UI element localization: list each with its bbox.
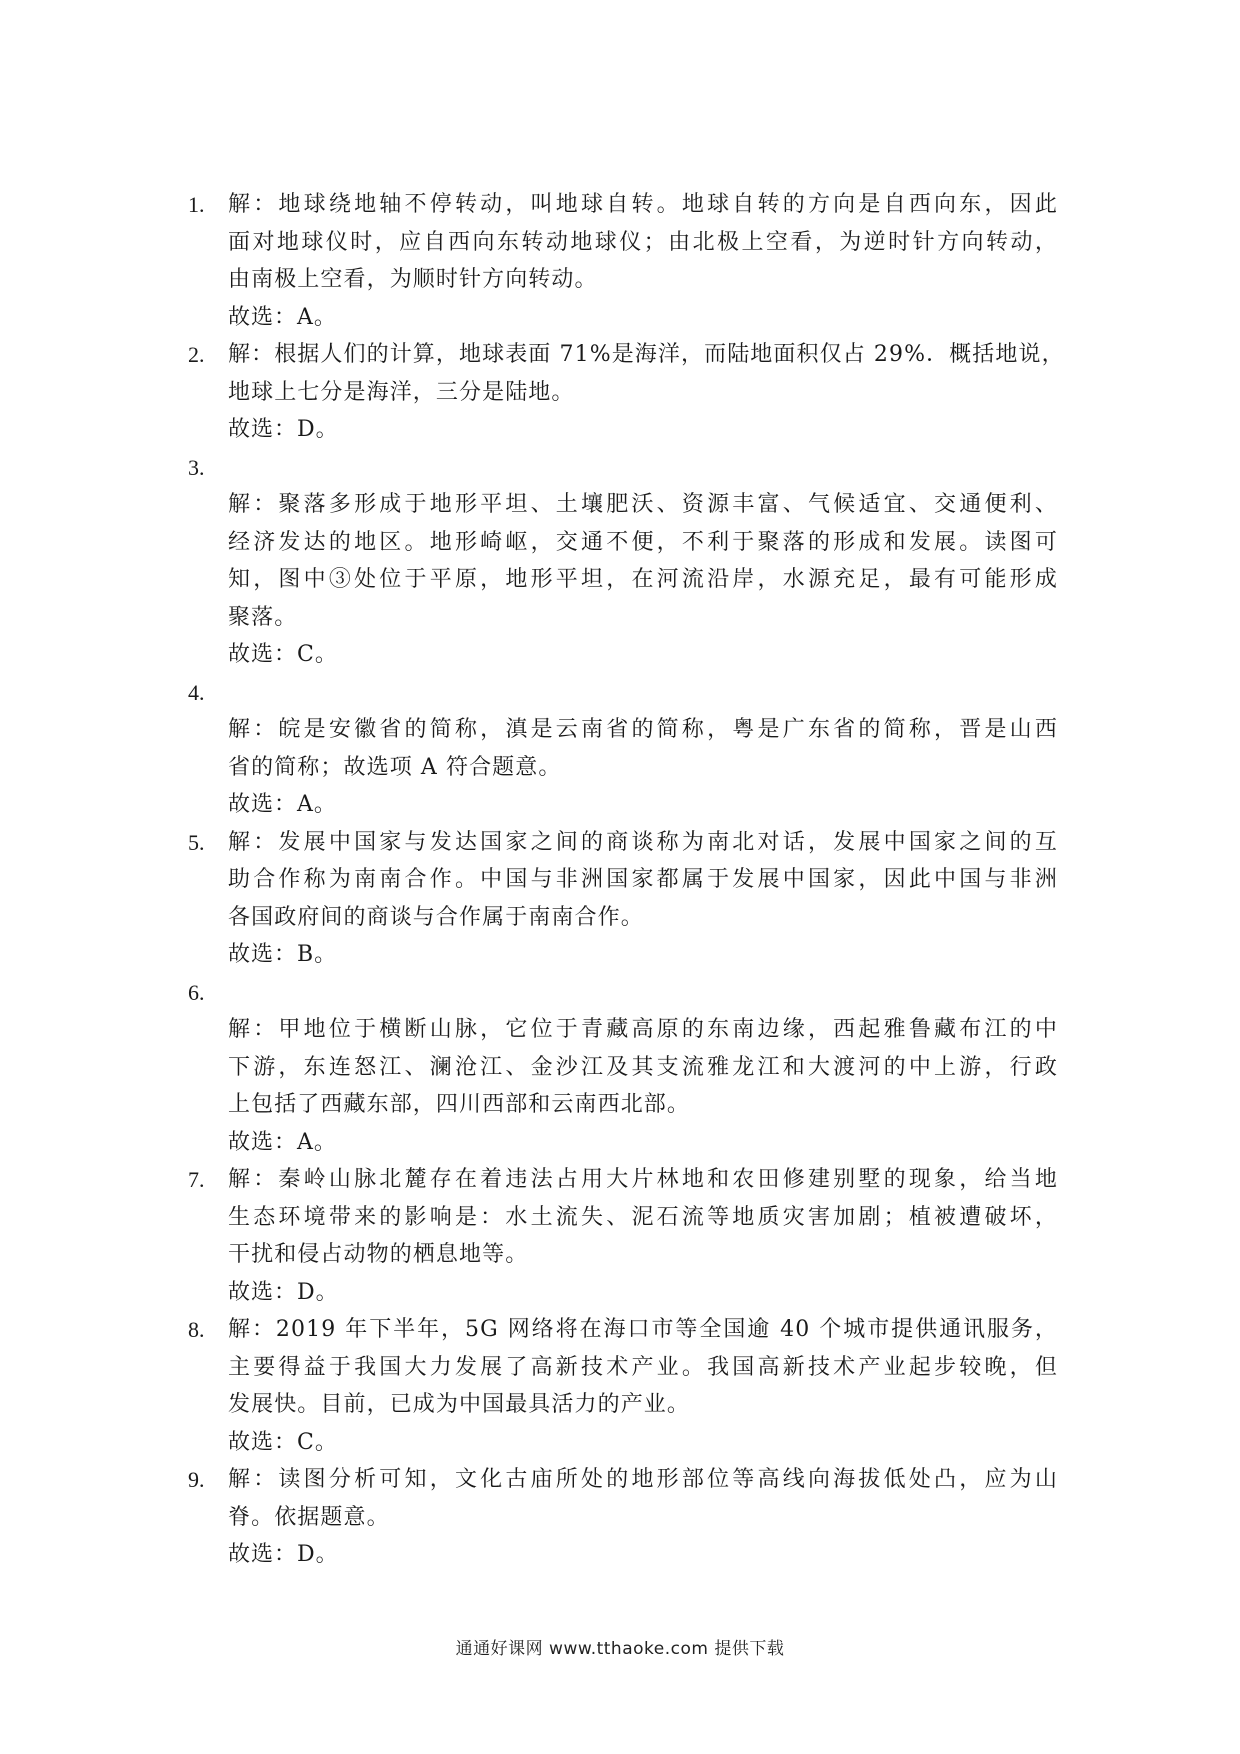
answer-item [188, 974, 1058, 1162]
explanation-line: 解：地球绕地轴不停转动，叫地球自转。地球自转的方向是自西向东，因此 [228, 192, 1058, 217]
answer-number: 5. [188, 829, 205, 855]
explanation-line: 知，图中③处位于平原，地形平坦，在河流沿岸，水源充足，最有可能形成 [228, 567, 1058, 592]
answer-number: 8. [188, 1317, 205, 1342]
answer-choice: 故选：C。 [228, 642, 338, 667]
explanation-line: 各国政府间的商谈与合作属于南南合作。 [228, 904, 644, 930]
explanation-line: 发展快。目前，已成为中国最具活力的产业。 [228, 1392, 691, 1417]
answer-list [188, 186, 1065, 1574]
answer-number: 2. [188, 342, 205, 367]
explanation-line: 聚落。 [228, 604, 298, 630]
answer-choice: 故选：A。 [228, 304, 337, 330]
answer-item [188, 1161, 1058, 1311]
explanation-line: 地球上七分是海洋，三分是陆地。 [228, 379, 575, 405]
explanation-line: 上包括了西藏东部，四川西部和云南西北部。 [228, 1092, 691, 1117]
explanation-line: 解：皖是安徽省的简称，滇是云南省的简称，粤是广东省的简称，晋是山西 [228, 717, 1058, 742]
explanation-line: 省的简称；故选项 A 符合题意。 [228, 754, 562, 780]
blank-line [228, 974, 1058, 1012]
answer-choice: 故选：A。 [228, 792, 337, 817]
blank-line [228, 674, 1058, 712]
answer-number: 4. [188, 679, 205, 705]
explanation-line: 经济发达的地区。地形崎岖，交通不便，不利于聚落的形成和发展。读图可 [228, 529, 1058, 555]
explanation-line: 由南极上空看，为顺时针方向转动。 [228, 267, 598, 292]
explanation-line: 解：根据人们的计算，地球表面 71%是海洋，而陆地面积仅占 29%．概括地说， [228, 342, 1065, 367]
explanation-line: 主要得益于我国大力发展了高新技术产业。我国高新技术产业起步较晚，但 [228, 1354, 1058, 1380]
answer-choice: 故选：C。 [228, 1429, 338, 1455]
answer-choice: 故选：D。 [228, 1279, 339, 1305]
answer-choice: 故选：B。 [228, 942, 338, 967]
answer-number: 6. [188, 979, 205, 1005]
explanation-line: 解：甲地位于横断山脉，它位于青藏高原的东南边缘，西起雅鲁藏布江的中 [228, 1017, 1058, 1042]
answer-item [188, 1311, 1058, 1461]
answer-number: 7. [188, 1167, 205, 1192]
explanation-line: 面对地球仪时，应自西向东转动地球仪；由北极上空看，为逆时针方向转动， [228, 229, 1058, 255]
explanation-line: 干扰和侵占动物的栖息地等。 [228, 1242, 529, 1267]
explanation-line: 脊。依据题意。 [228, 1504, 390, 1530]
answer-choice: 故选：D。 [228, 1542, 339, 1567]
explanation-line: 解：2019 年下半年，5G 网络将在海口市等全国逾 40 个城市提供通讯服务， [228, 1317, 1058, 1342]
answer-choice: 故选：A。 [228, 1129, 337, 1155]
explanation-line: 下游，东连怒江、澜沧江、金沙江及其支流雅龙江和大渡河的中上游，行政 [228, 1054, 1058, 1080]
answer-item [188, 186, 1058, 336]
answer-number: 9. [188, 1467, 205, 1492]
answer-item [188, 449, 1058, 674]
answer-item [188, 674, 1058, 824]
blank-line [228, 449, 1058, 487]
answer-number: 3. [188, 454, 205, 480]
answer-item [188, 336, 1065, 449]
explanation-line: 生态环境带来的影响是：水土流失、泥石流等地质灾害加剧；植被遭破坏， [228, 1204, 1058, 1230]
explanation-line: 解：聚落多形成于地形平坦、土壤肥沃、资源丰富、气候适宜、交通便利、 [228, 492, 1058, 517]
explanation-line: 解：发展中国家与发达国家之间的商谈称为南北对话，发展中国家之间的互 [228, 829, 1058, 855]
answer-choice: 故选：D。 [228, 417, 339, 442]
footer-text: 通通好课网 www.tthaoke.com 提供下载 [455, 1639, 785, 1659]
explanation-line: 助合作称为南南合作。中国与非洲国家都属于发展中国家，因此中国与非洲 [228, 867, 1058, 892]
explanation-line: 解：秦岭山脉北麓存在着违法占用大片林地和农田修建别墅的现象，给当地 [228, 1167, 1058, 1192]
explanation-line: 解：读图分析可知，文化古庙所处的地形部位等高线向海拔低处凸，应为山 [228, 1467, 1058, 1492]
answer-item [188, 1461, 1058, 1574]
answer-number: 1. [188, 192, 205, 217]
answer-item [188, 824, 1058, 974]
